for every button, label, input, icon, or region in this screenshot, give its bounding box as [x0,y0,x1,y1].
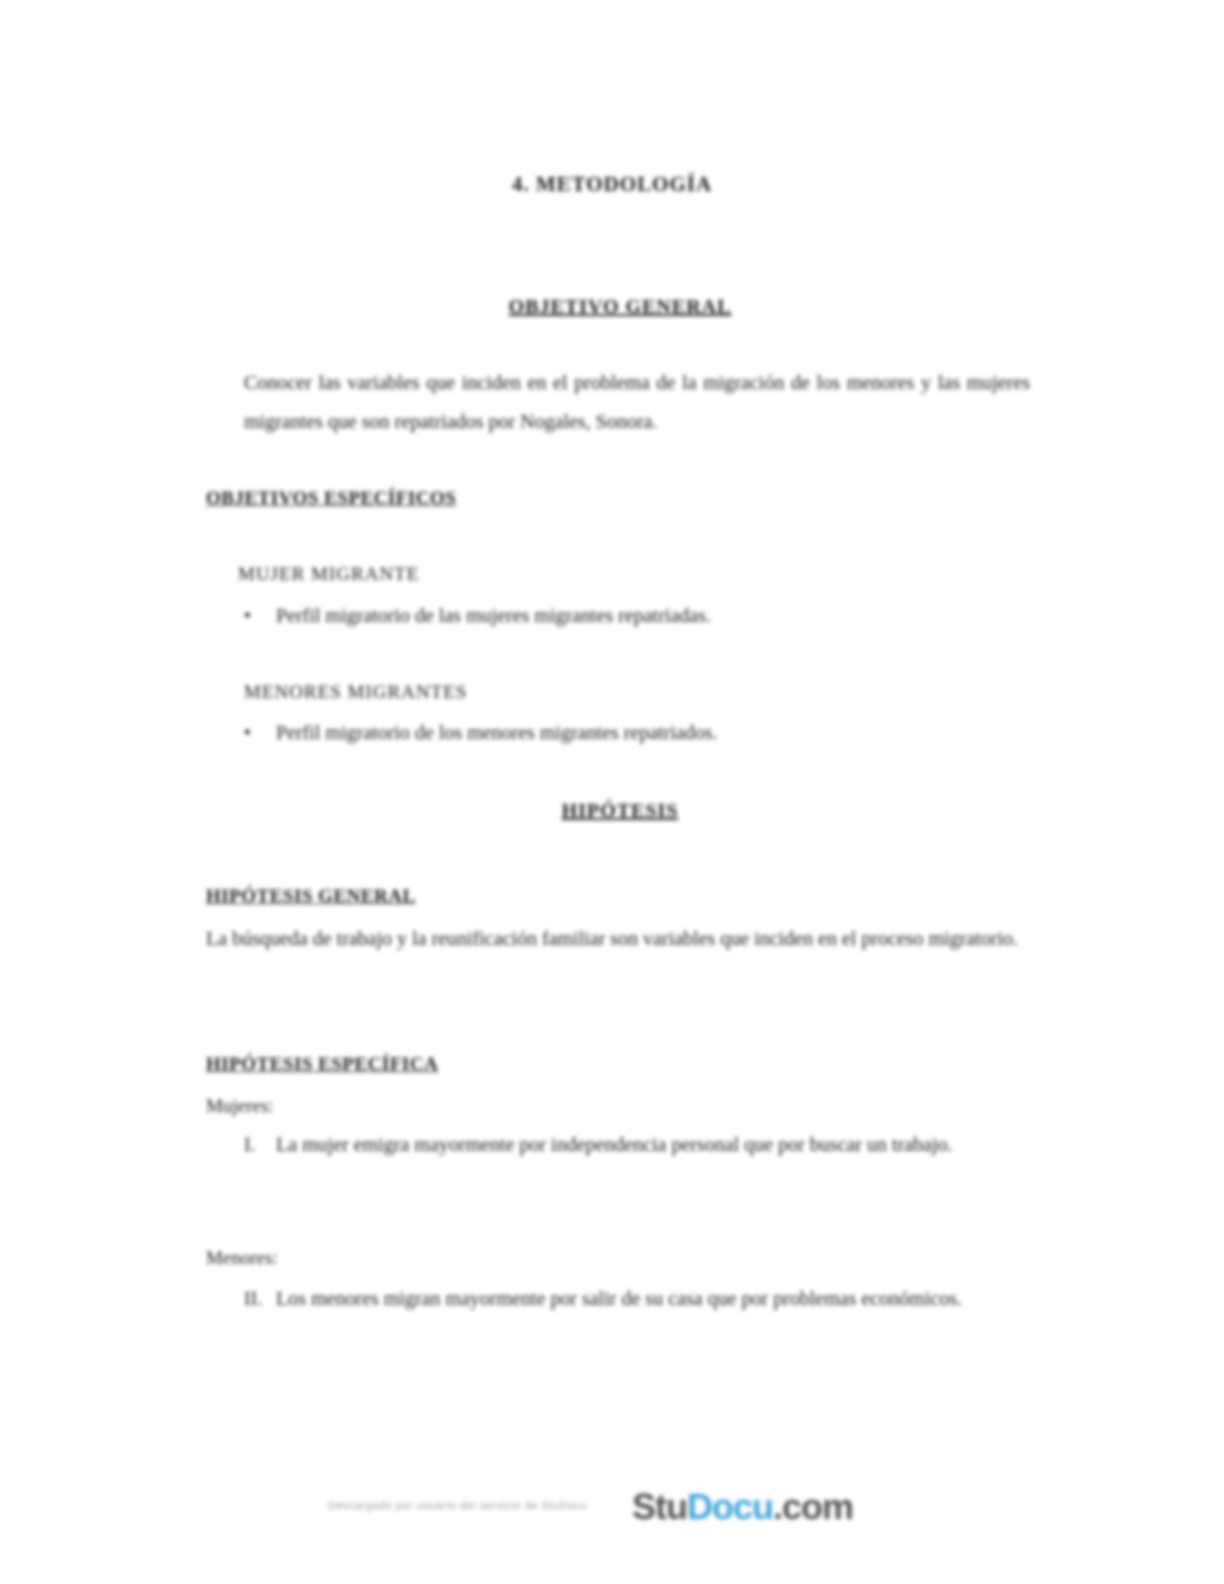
objetivos-especificos-title: OBJETIVOS ESPECÍFICOS [206,488,457,509]
group-label-menores-2: Menores: [206,1248,278,1269]
list-item-text: Los menores migran mayormente por salir de su casa que por problemas económicos. [276,1288,962,1310]
bullet: • [244,722,252,744]
logo-part-docu: Docu [687,1486,773,1527]
hipotesis-title: HIPÓTESIS [561,800,679,822]
list-item-text: La mujer emigra mayormente por independencia personal que por buscar un trabajo. [276,1134,953,1156]
group-label-menores: MENORES MIGRANTES [244,682,468,703]
logo-part-stu: Stu [632,1486,687,1527]
hipotesis-especifica-title: HIPÓTESIS ESPECÍFICA [206,1054,439,1075]
group-label-mujeres: Mujeres: [206,1096,274,1117]
objetivo-general-title: OBJETIVO GENERAL [508,296,732,318]
studocu-logo[interactable] [632,1486,853,1528]
objetivo-general-text: Conocer las variables que inciden en el problema de la migración de los menores y las mujeres migrantes que son repatriados por Nogales, Sonora. [244,372,1030,433]
roman-numeral: I. [244,1134,256,1156]
footer [320,1486,900,1530]
list-item [244,597,1030,637]
list-item-text: Perfil migratorio de los menores migrantes repatriados. [276,722,718,744]
hipotesis-general-title: HIPÓTESIS GENERAL [206,886,416,907]
roman-numeral: II. [244,1288,263,1310]
footer-text: Descargado por usuario del servicio de StuDocu [328,1500,588,1512]
logo-part-com: .com [773,1486,854,1527]
hipotesis-general-text: La búsqueda de trabajo y la reunificación familiar son variables que inciden en el proceso migratorio. [206,928,1018,950]
group-label-mujer: MUJER MIGRANTE [238,564,420,585]
page-heading: 4. METODOLOGÍA [511,172,713,196]
list-item [244,714,1030,754]
bullet: • [244,605,252,627]
list-item-text: Perfil migratorio de las mujeres migrantes repatriadas. [276,605,711,627]
list-item [244,1280,1030,1360]
list-item [244,1126,1030,1206]
